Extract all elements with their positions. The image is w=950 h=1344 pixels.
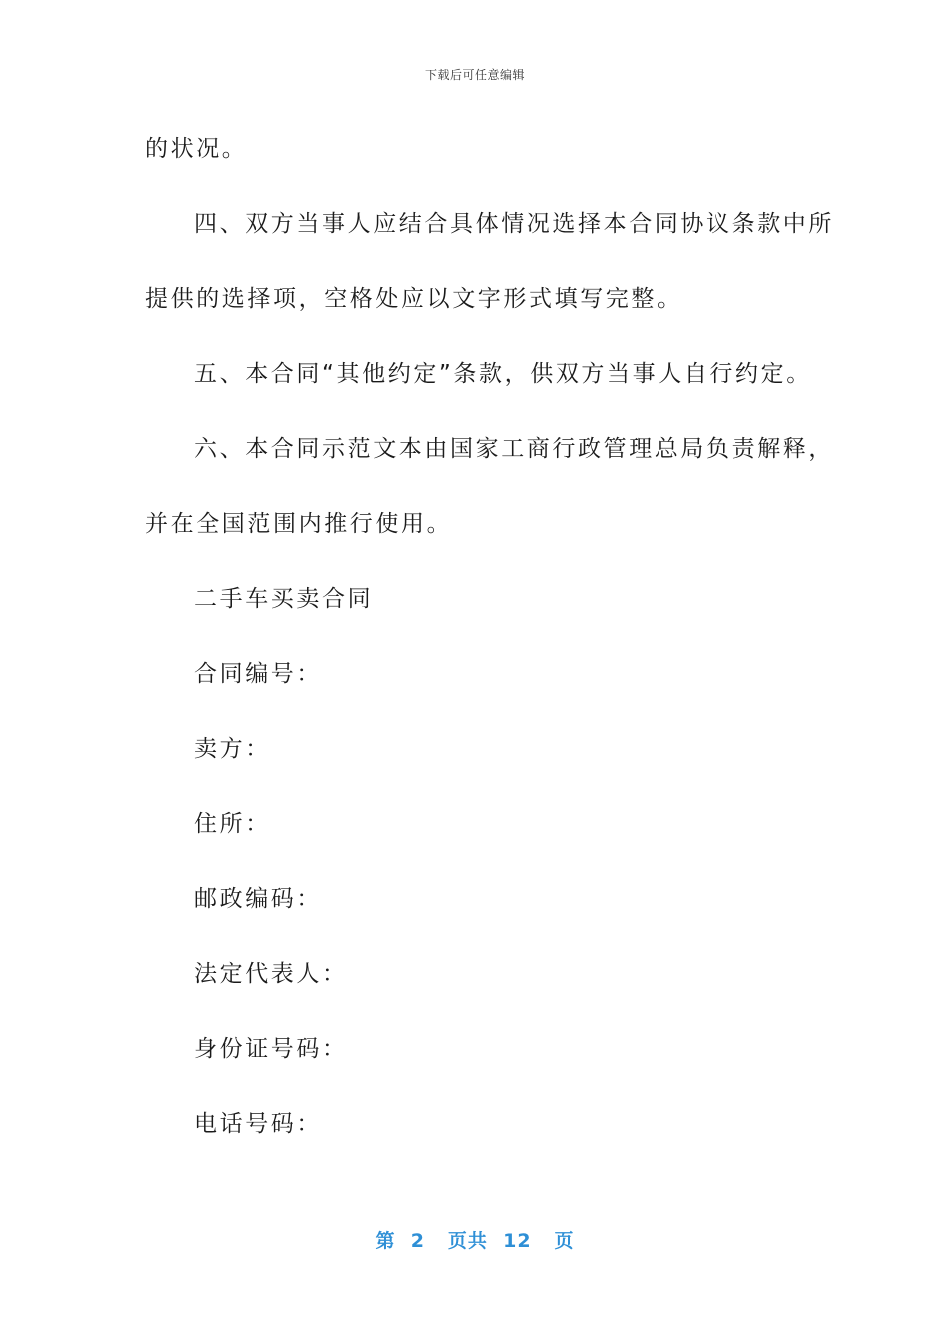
- clause-five: 五、本合同“其他约定”条款，供双方当事人自行约定。: [194, 361, 812, 387]
- field-address: 住所：: [194, 811, 271, 837]
- body-line-continuation: 的状况。: [145, 136, 248, 162]
- field-seller: 卖方：: [194, 736, 271, 762]
- field-phone-number: 电话号码：: [194, 1111, 322, 1137]
- field-id-number: 身份证号码：: [194, 1036, 348, 1062]
- contract-title: 二手车买卖合同: [194, 586, 374, 612]
- field-postal-code: 邮政编码：: [194, 886, 322, 912]
- page-header-note: 下载后可任意编辑: [424, 68, 525, 82]
- footer-middle: 页共: [447, 1230, 488, 1252]
- field-contract-number: 合同编号：: [194, 661, 322, 687]
- clause-six-line-1: 六、本合同示范文本由国家工商行政管理总局负责解释，: [194, 436, 834, 462]
- footer-suffix: 页: [554, 1230, 575, 1252]
- page-number-footer: [0, 1226, 950, 1253]
- field-legal-representative: 法定代表人：: [194, 961, 348, 987]
- clause-four-line-1: 四、双方当事人应结合具体情况选择本合同协议条款中所: [194, 211, 834, 237]
- clause-six-line-2: 并在全国范围内推行使用。: [145, 511, 453, 537]
- footer-current-page: 2: [410, 1230, 426, 1252]
- clause-four-line-2: 提供的选择项，空格处应以文字形式填写完整。: [145, 286, 683, 312]
- footer-total-pages: 12: [503, 1230, 532, 1252]
- footer-prefix: 第: [375, 1230, 396, 1252]
